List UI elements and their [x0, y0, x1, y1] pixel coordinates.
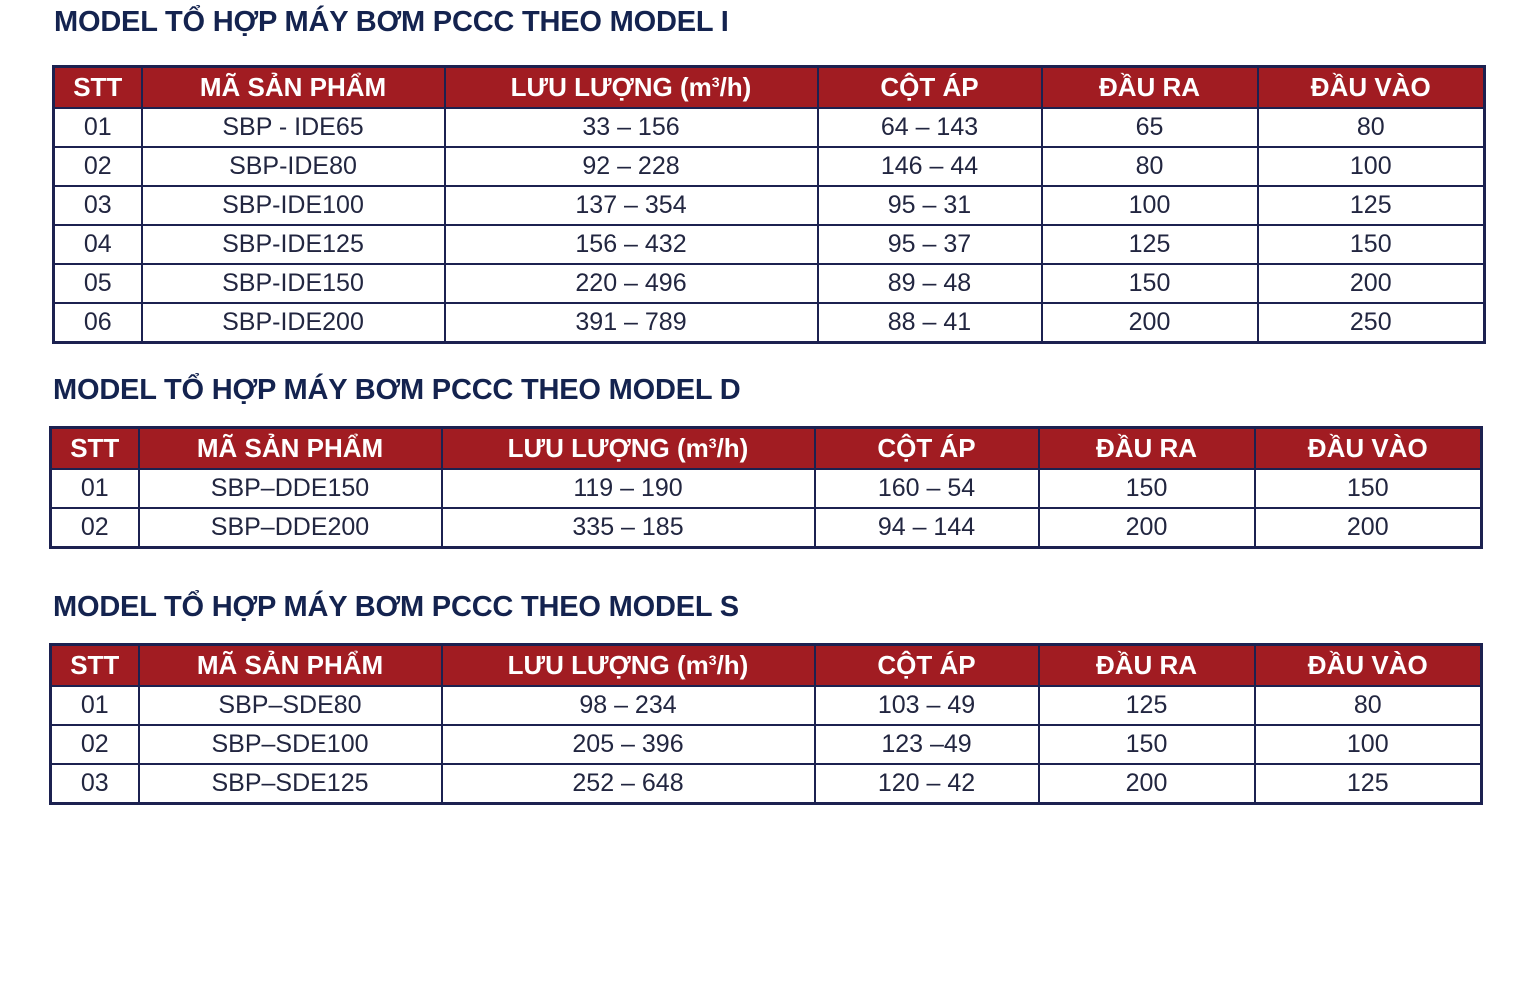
cell-inlet: 200 — [1255, 508, 1482, 548]
table-header-row — [54, 67, 1485, 109]
cell-outlet: 65 — [1042, 108, 1258, 147]
cell-stt: 01 — [51, 469, 139, 508]
cell-outlet: 200 — [1039, 508, 1255, 548]
cell-inlet: 125 — [1255, 764, 1482, 804]
header-flow: LƯU LƯỢNG $(m^3/h)$ — [442, 428, 815, 470]
cell-stt: 03 — [54, 186, 142, 225]
cell-inlet: 80 — [1258, 108, 1485, 147]
cell-inlet: 125 — [1258, 186, 1485, 225]
header-inlet: ĐẦU VÀO — [1255, 428, 1482, 470]
cell-outlet: 200 — [1042, 303, 1258, 343]
cell-inlet: 200 — [1258, 264, 1485, 303]
cell-outlet: 150 — [1042, 264, 1258, 303]
cell-inlet: 150 — [1255, 469, 1482, 508]
cell-flow: 391 – 789 — [445, 303, 818, 343]
table-row — [54, 186, 1485, 225]
cell-stt: 06 — [54, 303, 142, 343]
cell-flow: 252 – 648 — [442, 764, 815, 804]
cell-product-code: SBP-IDE80 — [142, 147, 445, 186]
section-title-model-s: MODEL TỔ HỢP MÁY BƠM PCCC THEO MODEL S — [53, 591, 739, 623]
cell-product-code: SBP–DDE200 — [139, 508, 442, 548]
cell-stt: 02 — [54, 147, 142, 186]
cell-product-code: SBP-IDE100 — [142, 186, 445, 225]
cell-head: 123 –49 — [815, 725, 1039, 764]
cell-head: 103 – 49 — [815, 686, 1039, 725]
cell-product-code: SBP–SDE125 — [139, 764, 442, 804]
header-product-code: MÃ SẢN PHẨM — [142, 67, 445, 109]
cell-stt: 02 — [51, 508, 139, 548]
cell-flow: 156 – 432 — [445, 225, 818, 264]
header-head: CỘT ÁP — [818, 67, 1042, 109]
header-inlet: ĐẦU VÀO — [1255, 645, 1482, 687]
header-stt: STT — [54, 67, 142, 109]
cell-flow: 119 – 190 — [442, 469, 815, 508]
cell-flow: 92 – 228 — [445, 147, 818, 186]
cell-stt: 05 — [54, 264, 142, 303]
spec-table-model-i — [52, 65, 1486, 344]
cell-stt: 01 — [51, 686, 139, 725]
table-row — [54, 108, 1485, 147]
header-inlet: ĐẦU VÀO — [1258, 67, 1485, 109]
cell-head: 95 – 31 — [818, 186, 1042, 225]
cell-stt: 03 — [51, 764, 139, 804]
cell-inlet: 250 — [1258, 303, 1485, 343]
table-row — [54, 264, 1485, 303]
cell-head: 120 – 42 — [815, 764, 1039, 804]
cell-product-code: SBP–DDE150 — [139, 469, 442, 508]
cell-outlet: 150 — [1039, 469, 1255, 508]
cell-product-code: SBP-IDE150 — [142, 264, 445, 303]
cell-inlet: 100 — [1258, 147, 1485, 186]
table-row — [51, 725, 1482, 764]
table-row — [54, 147, 1485, 186]
header-outlet: ĐẦU RA — [1039, 428, 1255, 470]
header-head: CỘT ÁP — [815, 645, 1039, 687]
spec-table-model-d — [49, 426, 1483, 549]
cell-product-code: SBP–SDE80 — [139, 686, 442, 725]
table-header-row — [51, 428, 1482, 470]
cell-outlet: 125 — [1042, 225, 1258, 264]
table-row — [51, 686, 1482, 725]
cell-flow: 220 – 496 — [445, 264, 818, 303]
header-head: CỘT ÁP — [815, 428, 1039, 470]
cell-inlet: 80 — [1255, 686, 1482, 725]
cell-stt: 02 — [51, 725, 139, 764]
header-outlet: ĐẦU RA — [1042, 67, 1258, 109]
cell-flow: 33 – 156 — [445, 108, 818, 147]
header-flow: LƯU LƯỢNG $(m^3/h)$ — [442, 645, 815, 687]
table-row — [51, 469, 1482, 508]
cell-flow: 98 – 234 — [442, 686, 815, 725]
section-title-model-d: MODEL TỔ HỢP MÁY BƠM PCCC THEO MODEL D — [53, 374, 741, 406]
cell-head: 64 – 143 — [818, 108, 1042, 147]
cell-head: 160 – 54 — [815, 469, 1039, 508]
cell-stt: 04 — [54, 225, 142, 264]
cell-flow: 205 – 396 — [442, 725, 815, 764]
table-row — [51, 508, 1482, 548]
cell-outlet: 200 — [1039, 764, 1255, 804]
cell-product-code: SBP-IDE125 — [142, 225, 445, 264]
header-flow: LƯU LƯỢNG $(m^3/h)$ — [445, 67, 818, 109]
header-stt: STT — [51, 428, 139, 470]
cell-product-code: SBP–SDE100 — [139, 725, 442, 764]
cell-inlet: 150 — [1258, 225, 1485, 264]
cell-flow: 137 – 354 — [445, 186, 818, 225]
cell-head: 88 – 41 — [818, 303, 1042, 343]
cell-product-code: SBP-IDE200 — [142, 303, 445, 343]
cell-stt: 01 — [54, 108, 142, 147]
cell-outlet: 150 — [1039, 725, 1255, 764]
table-row — [51, 764, 1482, 804]
cell-outlet: 100 — [1042, 186, 1258, 225]
cell-product-code: SBP - IDE65 — [142, 108, 445, 147]
cell-head: 95 – 37 — [818, 225, 1042, 264]
table-header-row — [51, 645, 1482, 687]
section-title-model-i: MODEL TỔ HỢP MÁY BƠM PCCC THEO MODEL I — [54, 6, 729, 38]
header-outlet: ĐẦU RA — [1039, 645, 1255, 687]
table-row — [54, 225, 1485, 264]
cell-head: 89 – 48 — [818, 264, 1042, 303]
spec-table-model-s — [49, 643, 1483, 805]
table-row — [54, 303, 1485, 343]
cell-inlet: 100 — [1255, 725, 1482, 764]
cell-head: 94 – 144 — [815, 508, 1039, 548]
cell-outlet: 125 — [1039, 686, 1255, 725]
cell-outlet: 80 — [1042, 147, 1258, 186]
cell-flow: 335 – 185 — [442, 508, 815, 548]
header-product-code: MÃ SẢN PHẨM — [139, 645, 442, 687]
cell-head: 146 – 44 — [818, 147, 1042, 186]
header-stt: STT — [51, 645, 139, 687]
header-product-code: MÃ SẢN PHẨM — [139, 428, 442, 470]
